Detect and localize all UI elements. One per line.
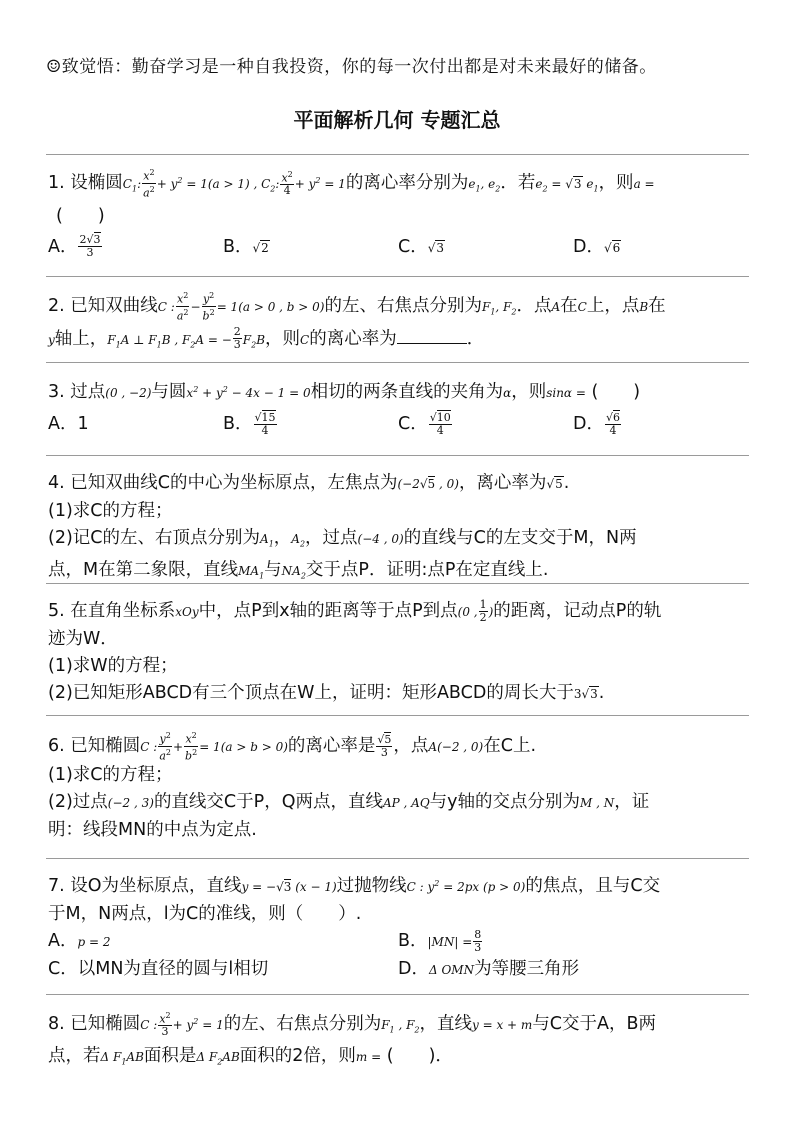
motto: ☺致觉悟：勤奋学习是一种自我投资，你的每一次付出都是对未来最好的储备。 <box>46 57 657 77</box>
fraction: $\frac{x^2}{a^2}$ <box>143 168 155 200</box>
option-a[interactable]: A．1 <box>48 414 89 434</box>
question-text: ．若 <box>500 173 536 194</box>
math-inline: + $y^2 = 1$ <box>294 176 346 192</box>
question-6: 6. 已知椭圆C : $\frac{y^2}{a^2}$ + $\frac{x^2}{b^2}$ = 1(a > b > 0)的离心率是 $\frac{√5}{3}$ ，点A(−2 , 0)在C上. (1)求C的方程； (2)过点(−2 , 3)的直线交C于P，Q两点，直线AP , AQ与y轴的交点分别为M , N，证 明：线段MN的中点为定点. <box>48 731 650 841</box>
question-4: 4. 已知双曲线C的中心为坐标原点，左焦点为(−2√5 , 0)，离心率为√5. (1)求C的方程； (2)记C的左、右顶点分别为$A_1$，$A_2$，过点(−4 , 0)的直线与C的左支交于M，N两 点，M在第二象限，直线$MA_1$与$NA_2$交于点P．证明:点P在定直线上. <box>48 473 637 581</box>
divider <box>46 715 749 716</box>
option-b[interactable]: B．|MN| = $\frac{8}{3}$ <box>398 927 482 954</box>
option-d[interactable]: D．Δ OMN为等腰三角形 <box>398 959 580 979</box>
option-a[interactable]: A．p = 2 <box>48 931 111 951</box>
fraction: $\frac{x^2}{4}$ <box>281 169 293 198</box>
divider <box>46 994 749 995</box>
divider <box>46 583 749 584</box>
answer-paren: ( ) <box>56 205 105 226</box>
option-c[interactable]: C． $\frac{√10}{4}$ <box>398 410 451 437</box>
option-d[interactable]: D．√6 <box>573 236 621 257</box>
question-number: 1. <box>48 173 65 194</box>
page-title: 平面解析几何 专题汇总 <box>293 108 501 132</box>
divider <box>46 455 749 456</box>
question-7: 7. 设O为坐标原点，直线y = −√3 (x − 1)过抛物线C : $y^2 = 2px$ (p > 0)的焦点，且与C交 于M，N两点，l为C的准线，则（ ）. A．p = 2 B．|MN| = $\frac{8}{3}$ C．以MN为直径的圆与l相切 D．Δ OMN为等腰三角形 <box>48 870 750 984</box>
question-1 <box>48 167 750 262</box>
option-c[interactable]: C．√3 <box>398 236 445 257</box>
option-a[interactable]: A． $\frac{2√3}{3}$ <box>48 233 101 260</box>
question-5: 5. 在直角坐标系xOy中，点P到x轴的距离等于点P到点(0 , $\frac{1}{2}$ )的距离，记动点P的轨 迹为W． (1)求W的方程； (2)已知矩形ABCD有三个顶点在W上，证明：矩形ABCD的周长大于3√3. <box>48 597 662 703</box>
question-text: 的离心率分别为 <box>345 173 469 194</box>
math-inline: $e_2 = √3$ $e_1$ <box>535 177 599 194</box>
option-c[interactable]: C．以MN为直径的圆与l相切 <box>48 959 269 979</box>
math-inline: $e_1$, $e_2$ <box>468 177 501 194</box>
option-b[interactable]: B．√2 <box>223 236 269 257</box>
question-8: 8. 已知椭圆C : $\frac{x^2}{3}$ + $y^2 = 1$的左、右焦点分别为$F_1$ , $F_2$，直线y = x + m与C交于A，B两 点，若Δ $F_1AB$面积是Δ $F_2AB$面积的2倍，则m = ( )． <box>48 1010 657 1067</box>
question-2: 2. 已知双曲线C : $\frac{x^2}{a^2}$ − $\frac{y^2}{b^2}$ = 1(a > 0 , b > 0)的左、右焦点分别为$F_1$, $F_2$．点A在C上，点B在 y轴上，$F_1A$ ⊥ $F_1B$ , $F_2A$ = − $\frac{2}{3}$ $F_2B$，则C的离心率为 ． <box>48 291 666 352</box>
option-d[interactable]: D． $\frac{√6}{4}$ <box>573 410 620 437</box>
question-3: 3. 过点(0 , −2)与圆$x^2 + y^2 - 4x - 1 = 0$相切的两条直线的夹角为α，则sinα = ( ) A．1 B． $\frac{√15}{4}$ C． $\frac{√10}{4}$ D． $\frac{√6}{4}$ <box>48 376 750 438</box>
divider <box>46 858 749 859</box>
math-inline: a = <box>633 177 655 192</box>
math-inline: $C_1$: <box>122 177 142 194</box>
math-inline: + $y^2 = 1(a > 1)$ , $C_2$: <box>156 176 280 194</box>
question-text: 设椭圆 <box>70 173 123 194</box>
question-text: ，则 <box>598 173 634 194</box>
divider <box>46 154 749 155</box>
divider <box>46 276 749 277</box>
option-b[interactable]: B． $\frac{√15}{4}$ <box>223 410 276 437</box>
answer-blank[interactable] <box>397 343 467 344</box>
divider <box>46 362 749 363</box>
